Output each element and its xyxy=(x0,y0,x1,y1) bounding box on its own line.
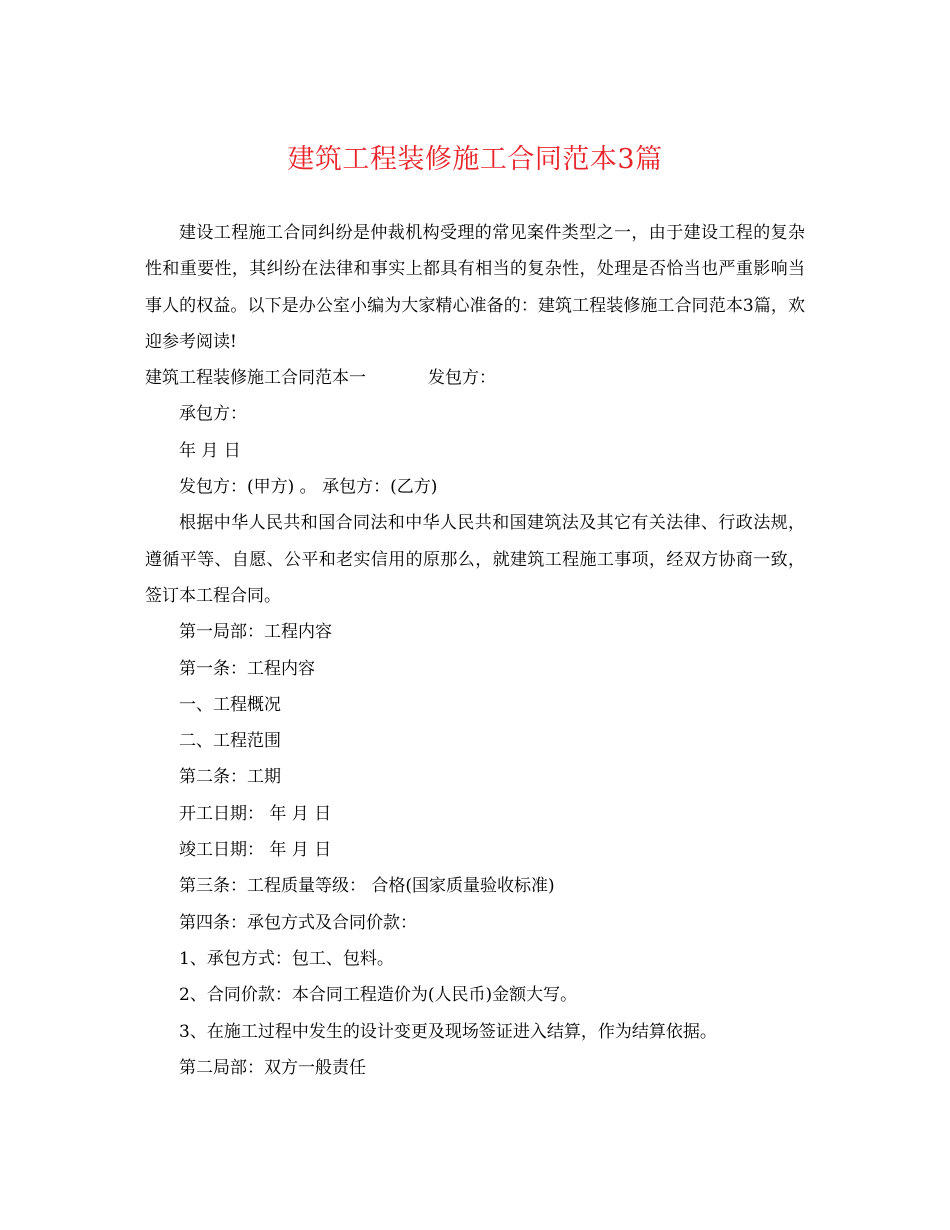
intro-paragraph: 建设工程施工合同纠纷是仲裁机构受理的常见案件类型之一，由于建设工程的复杂性和重要性，其纠纷在法律和事实上都具有相当的复杂性，处理是否恰当也严重影响当事人的权益。以下是办公室小编为大家精心准备的：建筑工程装修施工合同范本3篇，欢迎参考阅读! xyxy=(145,223,805,352)
legal-basis-paragraph: 根据中华人民共和国合同法和中华人民共和国建筑法及其它有关法律、行政法规，遵循平等、自愿、公平和老实信用的原那么，就建筑工程施工事项，经双方协商一致，签订本工程合同。 xyxy=(145,513,805,606)
part-two-heading: 第二局部：双方一般责任 xyxy=(179,1057,366,1078)
section-heading-party: 发包方： xyxy=(428,368,496,389)
contract-price-item: 2、合同价款：本合同工程造价为(人民币)金额大写。 xyxy=(179,985,578,1006)
project-scope-item: 二、工程范围 xyxy=(179,731,281,752)
article-one-heading: 第一条：工程内容 xyxy=(179,658,315,679)
project-overview-item: 一、工程概况 xyxy=(179,694,281,715)
document-title: 建筑工程装修施工合同范本3篇 xyxy=(287,144,663,175)
article-two-heading: 第二条：工期 xyxy=(179,767,281,788)
start-date-line: 开工日期： 年 月 日 xyxy=(179,803,332,824)
design-change-item: 3、在施工过程中发生的设计变更及现场签证进入结算，作为结算依据。 xyxy=(179,1021,717,1042)
article-four-heading: 第四条：承包方式及合同价款： xyxy=(179,912,417,933)
completion-date-line: 竣工日期： 年 月 日 xyxy=(179,840,332,861)
parties-line: 发包方：(甲方) 。 承包方：(乙方) xyxy=(179,477,438,498)
contractor-line: 承包方： xyxy=(179,404,247,425)
date-line: 年 月 日 xyxy=(179,440,241,461)
section-heading-line xyxy=(145,360,805,396)
section-heading: 建筑工程装修施工合同范本一 xyxy=(145,368,366,389)
contract-method-item: 1、承包方式：包工、包料。 xyxy=(179,948,394,969)
part-one-heading: 第一局部：工程内容 xyxy=(179,622,332,643)
document-body xyxy=(145,215,805,1086)
article-three-line: 第三条：工程质量等级： 合格(国家质量验收标准) xyxy=(179,876,555,897)
